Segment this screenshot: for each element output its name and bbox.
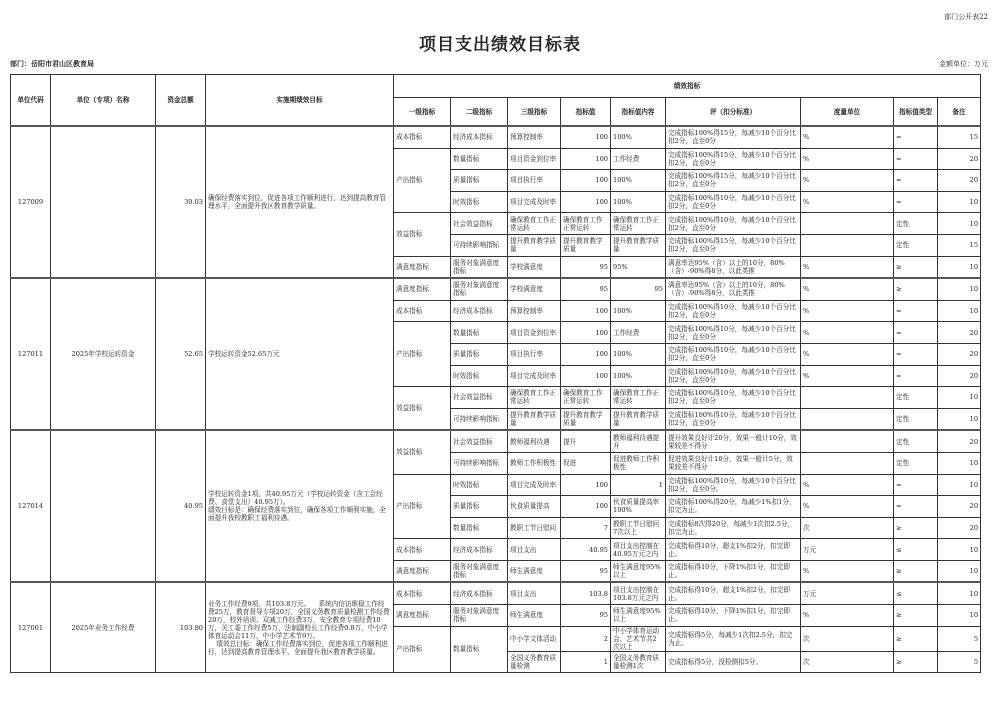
value: 提升教育教学质量 [561, 408, 611, 430]
value: 100 [561, 496, 611, 518]
note: 10 [938, 256, 981, 278]
amount-unit-label: 金额单位：万元 [939, 60, 988, 68]
level2: 时效指标 [451, 191, 508, 213]
unit [801, 234, 894, 256]
value: 7 [561, 517, 611, 539]
unit: 万元 [801, 539, 894, 561]
level3: 项目执行率 [508, 343, 561, 365]
note: 10 [938, 560, 981, 582]
level3: 师生满意度 [508, 560, 561, 582]
level2: 社会效益指标 [451, 213, 508, 235]
level3: 项目执行率 [508, 170, 561, 192]
header-lvl1: 一级指标 [394, 98, 451, 127]
level2: 数量指标 [451, 626, 508, 673]
level1: 产出指标 [394, 626, 451, 673]
value-content: 95 [611, 278, 666, 300]
header-value: 指标值 [561, 98, 611, 127]
header-code: 单位代码 [11, 75, 51, 127]
unit: % [801, 170, 894, 192]
level2: 可持续影响指标 [451, 452, 508, 474]
criteria: 完成指标100%得20分，每减少1%扣1分，扣完为止。 [666, 496, 801, 518]
value: 100 [561, 365, 611, 387]
level3: 确保教育工作正常运转 [508, 387, 561, 409]
value-type: 定性 [894, 408, 938, 430]
value-content: 95% [611, 256, 666, 278]
criteria: 完成指标得5分，没检测扣5分。 [666, 651, 801, 673]
criteria: 提升效果良好计20分，效果一般计10分，效果较差不得分 [666, 430, 801, 452]
note: 10 [938, 452, 981, 474]
value-type: = [894, 474, 938, 496]
value-content: 中小学体育运动会、艺术节共2次以上 [611, 626, 666, 651]
level1: 效益指标 [394, 430, 451, 474]
value-type: ≥ [894, 626, 938, 651]
value: 确保教育工作正常运转 [561, 387, 611, 409]
unit [801, 213, 894, 235]
value: 1 [561, 651, 611, 673]
note: 10 [938, 408, 981, 430]
level2: 时效指标 [451, 365, 508, 387]
total-amount: 52.65 [156, 278, 206, 430]
unit [801, 408, 894, 430]
value: 95 [561, 278, 611, 300]
level3: 项目资金到位率 [508, 322, 561, 344]
header-amount: 资金总额 [156, 75, 206, 127]
note: 10 [938, 213, 981, 235]
level1: 产出指标 [394, 148, 451, 213]
value-content: 全国义务教育质量检测1次 [611, 651, 666, 673]
note: 10 [938, 191, 981, 213]
value-content: 提升教育教学质量 [611, 234, 666, 256]
level1: 产出指标 [394, 322, 451, 387]
value-content: 100% [611, 343, 666, 365]
value-content: 100% [611, 170, 666, 192]
project-name [51, 430, 156, 582]
level3: 项目完成及时率 [508, 474, 561, 496]
level2: 经济成本指标 [451, 539, 508, 561]
note: 10 [938, 539, 981, 561]
value-type: ≥ [894, 517, 938, 539]
header-goal: 实施期绩效目标 [206, 75, 394, 127]
level2: 经济成本指标 [451, 126, 508, 148]
value: 100 [561, 126, 611, 148]
value-content: 教师福利待遇提升 [611, 430, 666, 452]
note: 10 [938, 387, 981, 409]
level2: 服务对象满意度指标 [451, 560, 508, 582]
value: 促进 [561, 452, 611, 474]
value-type: = [894, 343, 938, 365]
value-type: ≤ [894, 582, 938, 604]
value-type: 定性 [894, 452, 938, 474]
value-type: ≥ [894, 278, 938, 300]
criteria: 完成指标100%得10分，每减少10个百分比扣2分，直至0分 [666, 408, 801, 430]
level3: 伙食质量提高 [508, 496, 561, 518]
criteria: 完成指标100%得15分，每减少10个百分比扣2分，直至0分 [666, 126, 801, 148]
table-row [11, 126, 981, 148]
unit: % [801, 191, 894, 213]
note: 10 [938, 474, 981, 496]
unit: 次 [801, 517, 894, 539]
unit: % [801, 605, 894, 627]
note: 15 [938, 234, 981, 256]
level2: 质量指标 [451, 343, 508, 365]
value-content: 师生满意度95%以上 [611, 605, 666, 627]
criteria: 完成指标100%得15分，每减少10个百分比扣2分，直至0分 [666, 234, 801, 256]
table-row [11, 278, 981, 300]
value-type: = [894, 496, 938, 518]
note: 10 [938, 278, 981, 300]
form-number: 部门公开表22 [944, 13, 988, 21]
value: 100 [561, 300, 611, 322]
value-type: ≥ [894, 651, 938, 673]
level3: 教师工作积极性 [508, 452, 561, 474]
level1: 成本指标 [394, 582, 451, 604]
project-name [51, 126, 156, 278]
note: 15 [938, 126, 981, 148]
value: 100 [561, 191, 611, 213]
header-type: 指标值类型 [894, 98, 938, 127]
level1: 效益指标 [394, 387, 451, 431]
level2: 经济成本指标 [451, 582, 508, 604]
value-type: = [894, 365, 938, 387]
value: 100 [561, 322, 611, 344]
note: 20 [938, 343, 981, 365]
value-content: 确保教育工作正常运转 [611, 213, 666, 235]
header-content: 指标值内容 [611, 98, 666, 127]
value: 103.8 [561, 582, 611, 604]
unit: % [801, 126, 894, 148]
level3: 项目完成及时率 [508, 365, 561, 387]
criteria: 完成指标100%得10分，每减少10个百分比扣2分，直至0分 [666, 322, 801, 344]
unit: % [801, 278, 894, 300]
total-amount: 103.80 [156, 582, 206, 672]
unit: 次 [801, 626, 894, 651]
table-row [11, 430, 981, 452]
value-content: 项目支出控制在103.8万元之内 [611, 582, 666, 604]
value-type: = [894, 191, 938, 213]
criteria: 完成指标8次得20分，每减少1次扣2.5分，扣完为止。 [666, 517, 801, 539]
level3: 学校满意度 [508, 278, 561, 300]
level2: 时效指标 [451, 474, 508, 496]
level1: 成本指标 [394, 539, 451, 561]
level3: 预算控制率 [508, 300, 561, 322]
note: 20 [938, 517, 981, 539]
value-type: ≤ [894, 539, 938, 561]
note: 20 [938, 170, 981, 192]
performance-table [10, 74, 981, 673]
value-type: = [894, 126, 938, 148]
value-type: = [894, 300, 938, 322]
level2: 质量指标 [451, 170, 508, 192]
level3: 师生满意度 [508, 605, 561, 627]
criteria: 满意率达95%（含）以上的10分，80%（含）-90%得8分，以此类推 [666, 278, 801, 300]
criteria: 完成指标得10分，下降1%扣1分，扣完即止。 [666, 605, 801, 627]
unit [801, 452, 894, 474]
value-content: 促进教师工作积极性 [611, 452, 666, 474]
criteria: 促进效果良好计10分，效果一般计5分，效果较差不得分 [666, 452, 801, 474]
level1: 满意度指标 [394, 278, 451, 300]
unit: % [801, 148, 894, 170]
note: 20 [938, 322, 981, 344]
note: 5 [938, 626, 981, 651]
performance-goal: 学校运转资金52.65万元 [206, 278, 394, 430]
unit: 次 [801, 651, 894, 673]
value-content: 工作经费 [611, 322, 666, 344]
project-name: 2025年学校运转资金 [51, 278, 156, 430]
value-content: 师生满意度95%以上 [611, 560, 666, 582]
unit-code: 127011 [11, 278, 51, 430]
level3: 教师福利待遇 [508, 430, 561, 452]
unit: % [801, 256, 894, 278]
value-type: ≥ [894, 560, 938, 582]
level3: 确保教育工作正常运转 [508, 213, 561, 235]
total-amount: 40.95 [156, 430, 206, 582]
value: 确保教育工作正常运转 [561, 213, 611, 235]
level2: 服务对象满意度指标 [451, 256, 508, 278]
level3: 项目支出 [508, 582, 561, 604]
unit: % [801, 474, 894, 496]
value: 提升教育教学质量 [561, 234, 611, 256]
value-type: 定性 [894, 234, 938, 256]
level3: 提升教育教学质量 [508, 234, 561, 256]
level3: 项目资金到位率 [508, 148, 561, 170]
value-type: = [894, 322, 938, 344]
value-type: 定性 [894, 430, 938, 452]
criteria: 完成指标得10分，超支1%扣2分，扣完即止。 [666, 582, 801, 604]
value-content: 100% [611, 191, 666, 213]
level2: 服务对象满意度指标 [451, 278, 508, 300]
value-content: 100% [611, 126, 666, 148]
unit: % [801, 343, 894, 365]
level1: 成本指标 [394, 126, 451, 148]
level1: 满意度指标 [394, 256, 451, 278]
level2: 经济成本指标 [451, 300, 508, 322]
header-unit: 度量单位 [801, 98, 894, 127]
criteria: 完成指标100%得15分，每减少10个百分比扣2分，直至0分 [666, 148, 801, 170]
value-type: ≥ [894, 256, 938, 278]
unit: % [801, 560, 894, 582]
level2: 数量指标 [451, 148, 508, 170]
criteria: 完成指标100%得10分，每减少10个百分比扣2分，直至0分 [666, 365, 801, 387]
value-type: 定性 [894, 387, 938, 409]
value-content: 工作经费 [611, 148, 666, 170]
value-content: 1 [611, 474, 666, 496]
unit: % [801, 322, 894, 344]
level2: 可持续影响指标 [451, 234, 508, 256]
header-lvl2: 二级指标 [451, 98, 508, 127]
level3: 项目支出 [508, 539, 561, 561]
value-content: 教职工节日慰问7次以上 [611, 517, 666, 539]
level2: 可持续影响指标 [451, 408, 508, 430]
header-lvl3: 三级指标 [508, 98, 561, 127]
level1: 效益指标 [394, 213, 451, 256]
unit-code: 127014 [11, 430, 51, 582]
criteria: 完成指标得5分，每减少1次扣2.5分，扣完为止。 [666, 626, 801, 651]
level1: 产出指标 [394, 474, 451, 539]
table-row [11, 582, 981, 604]
criteria: 完成指标100%得10分，每减少10个百分比扣2分，直至0分 [666, 387, 801, 409]
value-content: 项目支出控制在40.95万元之内 [611, 539, 666, 561]
table-body [11, 126, 981, 673]
performance-goal: 业务工作经费9项，共103.8万元。 系统内信访维稳工作经费25万，教育督导专项20万，全国义务教育质量检测工作经费20万，校外培训、双减工作经费3万，安全教育专项经费10万，关工委工作经费5万，法制副校长工作经费0.8万，中小学体育运动会11万，中小学艺术节9万。 绩效总目标：确保工作经费落实到位，促进各项工作顺利进行，达到提高教育管理水平，全面提升我区教育教学质量。 [206, 582, 394, 672]
value: 95 [561, 605, 611, 627]
criteria: 完成指标100%得15分，每减少10个百分比扣2分，直至0分 [666, 170, 801, 192]
value-content: 100% [611, 365, 666, 387]
unit: % [801, 496, 894, 518]
level3: 项目完成及时率 [508, 191, 561, 213]
value: 提升 [561, 430, 611, 452]
unit: % [801, 300, 894, 322]
header-criteria: 评（扣分标准） [666, 98, 801, 127]
criteria: 完成指标100%得10分，每减少10个百分比扣2分，直至0分 [666, 191, 801, 213]
header-perf: 绩效指标 [394, 75, 981, 98]
criteria: 完成指标100%得10分，每减少10个百分比扣2分，直至0分。 [666, 474, 801, 496]
level3: 教职工节日慰问 [508, 517, 561, 539]
value-type: ≥ [894, 605, 938, 627]
value: 100 [561, 343, 611, 365]
value: 2 [561, 626, 611, 651]
note: 10 [938, 605, 981, 627]
criteria: 完成指标得10分，超支1%扣2分，扣完即止。 [666, 539, 801, 561]
note: 20 [938, 365, 981, 387]
value-type: = [894, 170, 938, 192]
note: 5 [938, 651, 981, 673]
value: 100 [561, 474, 611, 496]
value: 100 [561, 148, 611, 170]
level2: 质量指标 [451, 496, 508, 518]
header-note: 备注 [938, 98, 981, 127]
value-content: 100% [611, 300, 666, 322]
unit-code: 127009 [11, 126, 51, 278]
value: 40.95 [561, 539, 611, 561]
department-label: 部门：岳阳市君山区教育局 [10, 59, 94, 68]
note: 20 [938, 148, 981, 170]
level2: 社会效益指标 [451, 430, 508, 452]
note: 10 [938, 300, 981, 322]
note: 20 [938, 430, 981, 452]
unit: % [801, 365, 894, 387]
value: 95 [561, 256, 611, 278]
page-title: 项目支出绩效目标表 [419, 35, 581, 55]
level3: 预算控制率 [508, 126, 561, 148]
value-content: 伙食质量提高率100% [611, 496, 666, 518]
value-type: = [894, 148, 938, 170]
level1: 满意度指标 [394, 560, 451, 582]
criteria: 满意率达95%（含）以上的10分，80%（含）-90%得8分，以此类推 [666, 256, 801, 278]
level2: 数量指标 [451, 517, 508, 539]
note: 10 [938, 582, 981, 604]
level1: 成本指标 [394, 300, 451, 322]
level2: 社会效益指标 [451, 387, 508, 409]
level1: 满意度指标 [394, 605, 451, 627]
performance-goal: 确保经费落实到位，促进各项工作顺利进行，达到提高教育管理水平，全面提升我区教育教学质量。 [206, 126, 394, 278]
value-content: 提升教育教学质量 [611, 408, 666, 430]
unit: 万元 [801, 582, 894, 604]
total-amount: 30.03 [156, 126, 206, 278]
criteria: 完成指标100%得10分，每减少10个百分比扣2分，直至0分 [666, 213, 801, 235]
level2: 服务对象满意度指标 [451, 605, 508, 627]
value: 95 [561, 560, 611, 582]
header-name: 单位（专项）名称 [51, 75, 156, 127]
value: 100 [561, 170, 611, 192]
criteria: 完成指标得10分，下降1%扣1分，扣完即止。 [666, 560, 801, 582]
performance-goal: 学校运转资金1项，共40.95万元（学校运转资金（含工会经费、食堂支出）40.95万）。 绩效目标是：确保经费落实到位，确保各项工作顺利实施，全面提升我校教职工福利待遇。 [206, 430, 394, 582]
unit [801, 430, 894, 452]
unit-code: 127001 [11, 582, 51, 672]
note: 20 [938, 496, 981, 518]
value-type: 定性 [894, 213, 938, 235]
level3: 学校满意度 [508, 256, 561, 278]
level3: 中小学文体活动 [508, 626, 561, 651]
level2: 数量指标 [451, 322, 508, 344]
unit [801, 387, 894, 409]
level3: 提升教育教学质量 [508, 408, 561, 430]
level3: 全国义务教育质量检测 [508, 651, 561, 673]
criteria: 完成指标100%得10分，每减少10个百分比扣2分，直至0分 [666, 300, 801, 322]
value-content: 确保教育工作正常运转 [611, 387, 666, 409]
criteria: 完成指标100%得10分，每减少10个百分比扣2分，直至0分 [666, 343, 801, 365]
project-name: 2025年业务工作经费 [51, 582, 156, 672]
